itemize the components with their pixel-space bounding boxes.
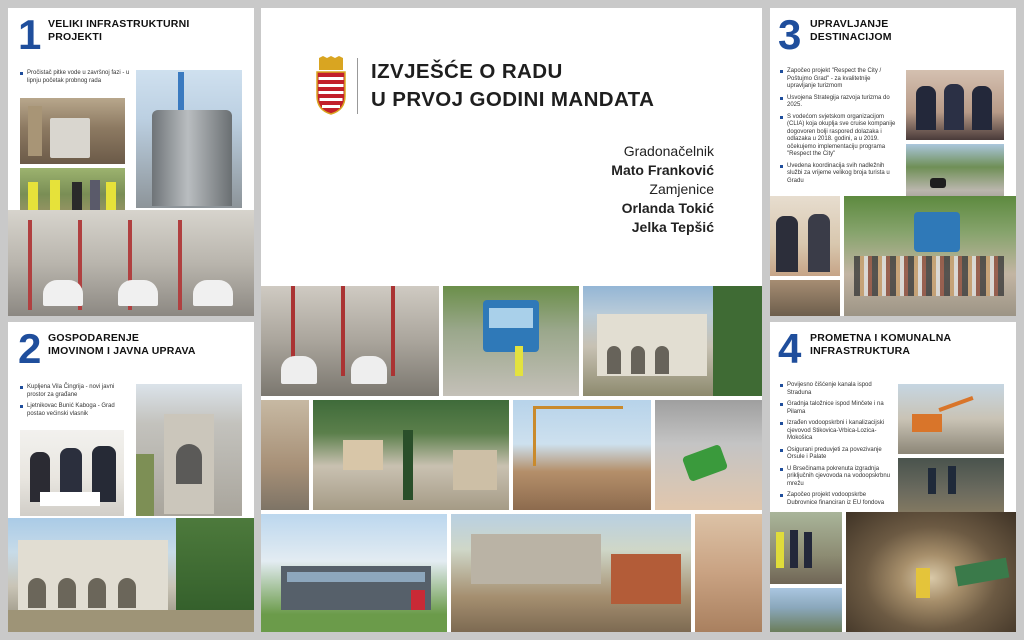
section-panel-2 — [8, 322, 254, 632]
photo-construction-pit — [20, 98, 125, 164]
photo-aerial-town — [313, 400, 509, 510]
section-title-1: VELIKI INFRASTRUKTURNI PROJEKTI — [48, 18, 190, 43]
photo-new-building — [261, 514, 447, 632]
bullet-item: Započeo projekt vodoopskrbe Dubrovnice financiran iz EU fondova — [780, 492, 892, 507]
section-bullets-4 — [780, 382, 892, 511]
bullet-item: Ljetnikovac Bunić Kaboga - Grad postao većinski vlasnik — [20, 403, 132, 418]
section-title-3: UPRAVLJANJE DESTINACIJOM — [810, 18, 892, 43]
section-panel-3 — [770, 8, 1016, 316]
photo-bus-street — [443, 286, 579, 396]
photo-treatment-plant — [8, 210, 254, 316]
photo-signing-meeting — [20, 430, 124, 516]
credit-mayor-name: Mato Franković — [611, 162, 714, 178]
photo-stone-villa — [583, 286, 762, 396]
report-title: IZVJEŠĆE O RADU U PRVOJ GODINI MANDATA — [371, 60, 655, 111]
bullet-item: Započeo projekt "Respect the City / Poštujmo Grad" - za kvalitetnije upravljanje turizmom — [780, 68, 898, 91]
photo-plant-valves — [261, 286, 439, 396]
photo-street-houses — [261, 400, 309, 510]
photo-press-conference — [906, 70, 1004, 140]
bullet-item: Uvedena koordinacija svih nadležnih službi za vrijeme velikog broja turista u Gradu — [780, 163, 898, 186]
section-number-3: 3 — [778, 11, 802, 58]
section-number-1: 1 — [18, 11, 42, 58]
credit-deputy-1: Orlanda Tokić — [621, 200, 714, 216]
section-panel-1 — [8, 8, 254, 316]
section-title-2: GOSPODARENJE IMOVINOM I JAVNA UPRAVA — [48, 332, 196, 357]
section-panel-4 — [770, 322, 1016, 632]
crest-divider — [357, 58, 358, 114]
photo-old-town-gate — [770, 280, 840, 316]
section-number-2: 2 — [18, 325, 42, 372]
credit-role-deputies: Zamjenice — [649, 181, 714, 197]
photo-water-tank — [136, 70, 242, 208]
photo-keys-hand — [655, 400, 762, 510]
bullet-item: Usvojena Strategija razvoja turizma do 2025. — [780, 95, 898, 110]
photo-excavator — [898, 384, 1004, 454]
bullet-item: Izrađen vodoopskrbni i kanalizacijski cjevovod Stikovica-Vrbica-Lozica-Mokošica — [780, 420, 892, 443]
cover-panel — [261, 8, 762, 632]
photo-crane-site — [513, 400, 651, 510]
dubrovnik-coat-of-arms-icon — [313, 56, 349, 116]
photo-tourist-crowd — [844, 196, 1016, 316]
credit-deputy-2: Jelka Tepšić — [631, 219, 714, 235]
bullet-item: U Brsečinama pokrenuta izgradnja priključnih cjevovoda na vodoopskrbnu mrežu — [780, 466, 892, 489]
photo-school-construction — [451, 514, 691, 632]
bullet-item: Povijesno čišćenje kanala ispod Straduna — [780, 382, 892, 397]
bullet-item: Osigurani preduvjeti za povezivanje Orsule i Palate — [780, 447, 892, 462]
photo-officials-site — [770, 512, 842, 584]
section-number-4: 4 — [778, 325, 802, 372]
photo-bunic-kaboga — [8, 518, 254, 632]
bullet-item: Pročistač pitke vode u završnoj fazi - u lipnju početak probnog rada — [20, 70, 132, 85]
bullet-item: Kupljena Vila Čingrija - novi javni prostor za građane — [20, 384, 132, 399]
photo-handshake — [770, 196, 840, 276]
photo-elderly-hands — [695, 514, 762, 632]
photo-coastline — [770, 588, 842, 632]
section-bullets-2 — [20, 384, 132, 422]
section-bullets-1 — [20, 70, 132, 89]
bullet-item: S vodećom svjetskom organizacijom (CLIA) koja okuplja sve cruise kompanije dogovoren bolji raspored dolazaka i odlazaka u 2018. godini, a u 2019. očekujemo implementaciju programa "Respect the City" — [780, 114, 898, 159]
credit-role-mayor: Gradonačelnik — [623, 143, 714, 159]
bullet-item: Gradnja taložnice ispod Minčete i na Pilama — [780, 401, 892, 416]
section-bullets-3 — [780, 68, 898, 189]
photo-villa-cingrija — [136, 384, 242, 516]
photo-sewer-tunnel — [846, 512, 1016, 632]
section-title-4: PROMETNA I KOMUNALNA INFRASTRUKTURA — [810, 332, 952, 357]
